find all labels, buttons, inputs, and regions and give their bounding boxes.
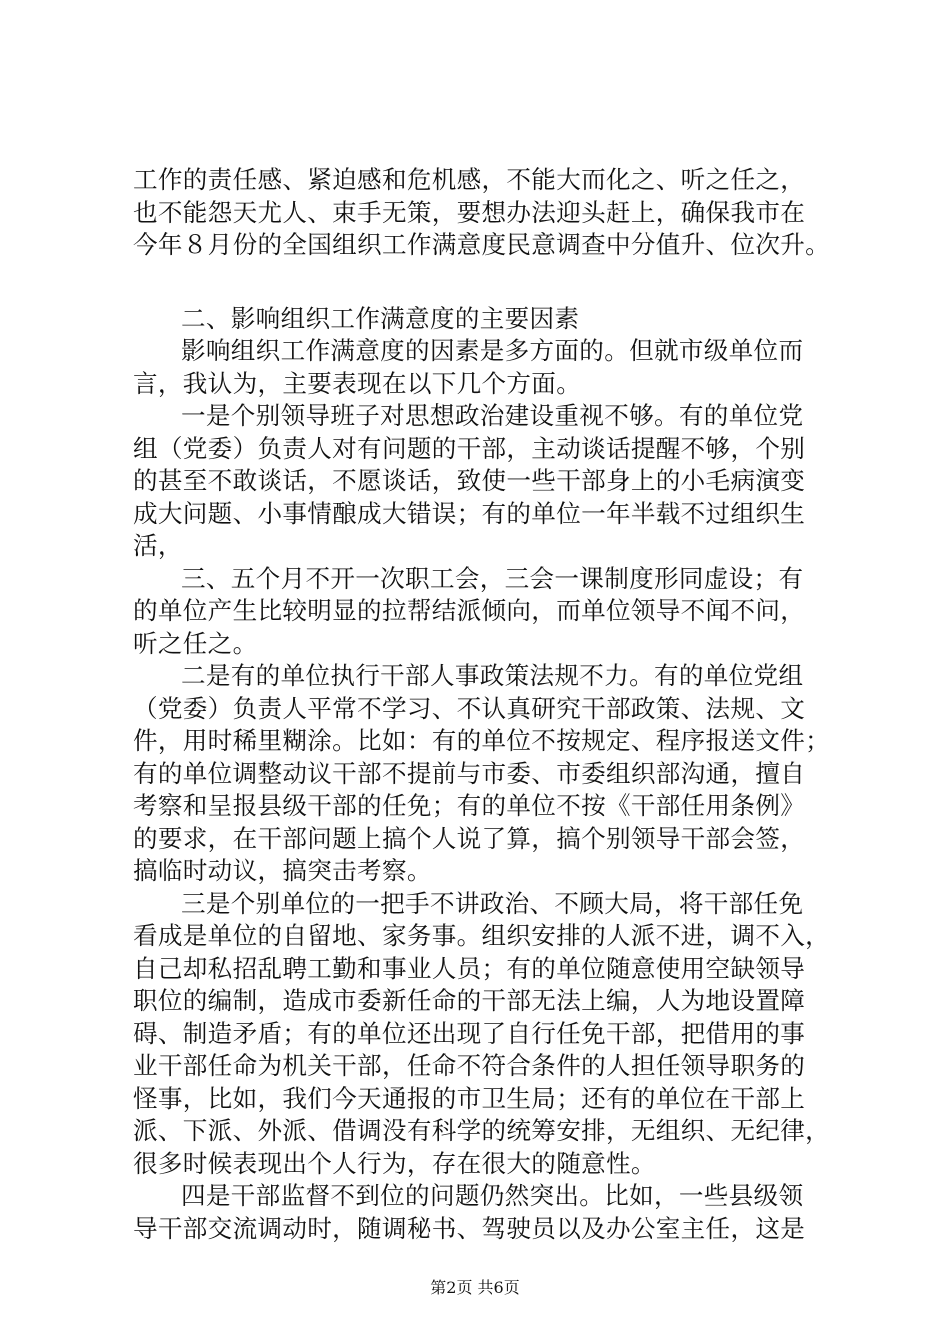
- text-line: 职位的编制，造成市委新任命的干部无法上编，人为地设置障: [133, 986, 806, 1015]
- text-line: 自己却私招乱聘工勤和事业人员；有的单位随意使用空缺领导: [133, 953, 806, 983]
- text-line: 考察和呈报县级干部的任免；有的单位不按《干部任用条例》: [133, 791, 806, 820]
- text-line: 怪事，比如，我们今天通报的市卫生局；还有的单位在干部上: [133, 1083, 806, 1113]
- page-number-footer: 第2页 共6页: [430, 1278, 520, 1297]
- text-line: 也不能怨天尤人、束手无策，要想办法迎头赶上，确保我市在: [133, 197, 806, 227]
- text-line: 今年８月份的全国组织工作满意度民意调查中分值升、位次升。: [133, 230, 831, 259]
- text-line: 成大问题、小事情酿成大错误；有的单位一年半载不过组织生: [133, 498, 806, 528]
- text-line: 搞临时动议，搞突击考察。: [133, 856, 432, 885]
- text-line: 的甚至不敢谈话，不愿谈话，致使一些干部身上的小毛病演变: [133, 466, 806, 495]
- text-line: 的单位产生比较明显的拉帮结派倾向，而单位领导不闻不问，: [133, 596, 806, 625]
- text-line: 二是有的单位执行干部人事政策法规不力。有的单位党组: [181, 661, 804, 690]
- text-line: 的要求，在干部问题上搞个人说了算，搞个别领导干部会签，: [133, 823, 806, 853]
- text-line: 工作的责任感、紧迫感和危机感，不能大而化之、听之任之，: [133, 165, 806, 194]
- document-body: [133, 164, 833, 1245]
- text-line: （党委）负责人平常不学习、不认真研究干部政策、法规、文: [133, 693, 806, 723]
- text-line: 看成是单位的自留地、家务事。组织安排的人派不进，调不入，: [133, 921, 831, 950]
- section-heading: 二、影响组织工作满意度的主要因素: [181, 303, 580, 333]
- text-line: 听之任之。: [133, 628, 258, 658]
- text-line: 业干部任命为机关干部，任命不符合条件的人担任领导职务的: [133, 1051, 806, 1080]
- text-line: 碍、制造矛盾；有的单位还出现了自行任免干部，把借用的事: [133, 1018, 806, 1048]
- text-line: 言，我认为，主要表现在以下几个方面。: [133, 368, 582, 398]
- text-line: 一是个别领导班子对思想政治建设重视不够。有的单位党: [181, 401, 804, 430]
- body-paragraphs: [133, 335, 833, 1245]
- text-line: 有的单位调整动议干部不提前与市委、市委组织部沟通，擅自: [133, 758, 806, 788]
- text-line: 组（党委）负责人对有问题的干部，主动谈话提醒不够，个别: [133, 433, 806, 463]
- text-line: 件，用时稀里糊涂。比如：有的单位不按规定、程序报送文件；: [133, 726, 831, 755]
- text-line: 影响组织工作满意度的因素是多方面的。但就市级单位而: [181, 336, 804, 365]
- text-line: 三、五个月不开一次职工会，三会一课制度形同虚设；有: [181, 563, 804, 593]
- text-line: 很多时候表现出个人行为，存在很大的随意性。: [133, 1148, 656, 1178]
- text-line: 四是干部监督不到位的问题仍然突出。比如，一些县级领: [181, 1181, 804, 1210]
- text-line: 活，: [133, 531, 183, 560]
- paragraph-gap: [133, 262, 833, 303]
- text-line: 派、下派、外派、借调没有科学的统筹安排，无组织、无纪律，: [133, 1116, 831, 1145]
- text-line: 三是个别单位的一把手不讲政治、不顾大局，将干部任免: [181, 888, 804, 918]
- text-line: 导干部交流调动时，随调秘书、驾驶员以及办公室主任，这是: [133, 1213, 806, 1243]
